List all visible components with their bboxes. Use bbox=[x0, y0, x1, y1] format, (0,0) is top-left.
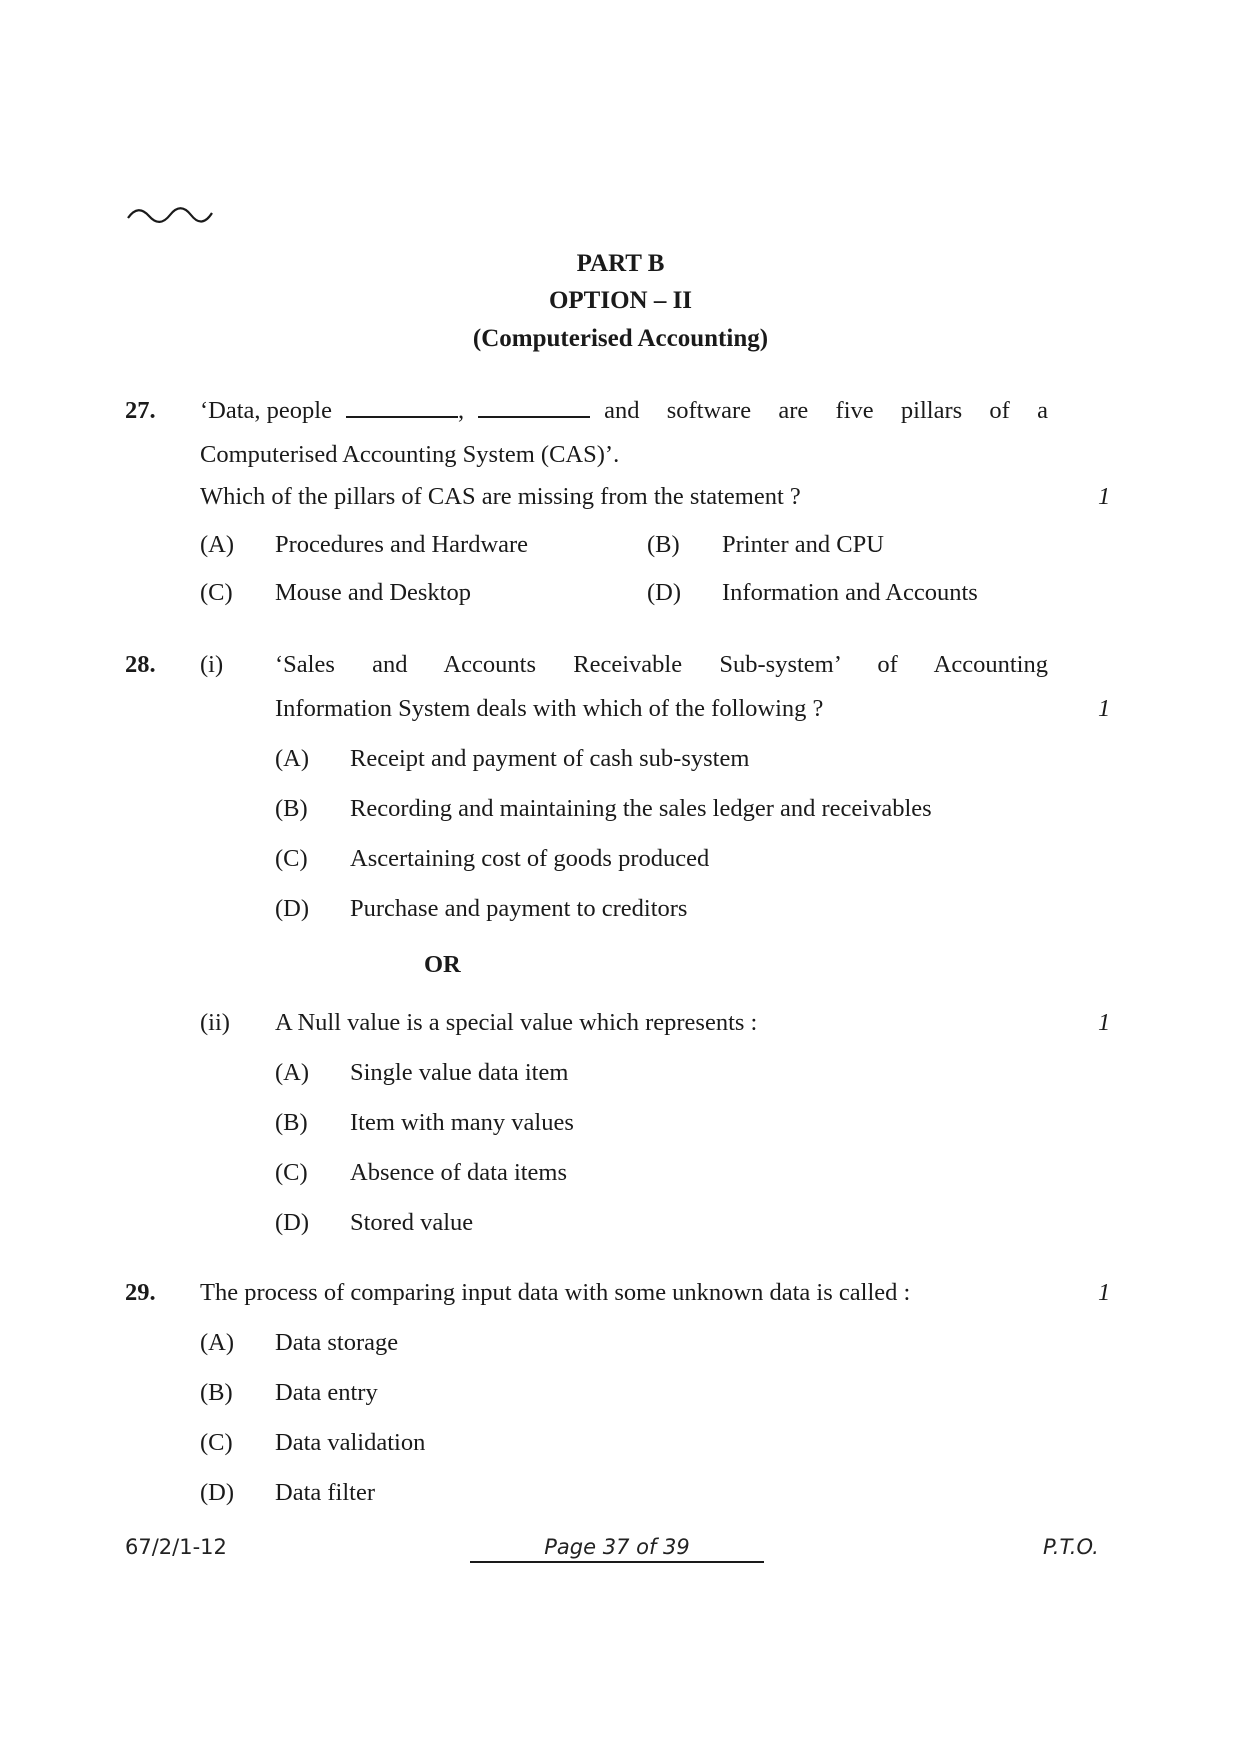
q27-option-d-text: Information and Accounts bbox=[722, 579, 978, 606]
q27-option-c-label: (C) bbox=[200, 579, 233, 606]
q28-ii-line1: A Null value is a special value which represents : bbox=[275, 1009, 758, 1036]
q28-ii-option-a-label: (A) bbox=[275, 1059, 310, 1086]
q28-i-line1: ‘Sales and Accounts Receivable Sub-system’ of Accounting bbox=[275, 651, 1048, 678]
q28-i-line2: Information System deals with which of the following ? bbox=[275, 695, 824, 722]
blank-1 bbox=[346, 396, 458, 418]
q27-marks: 1 bbox=[1098, 483, 1111, 510]
q29-option-a-label: (A) bbox=[200, 1329, 235, 1356]
q27-comma: , bbox=[457, 397, 465, 424]
q27-option-c-text: Mouse and Desktop bbox=[275, 579, 471, 606]
q27-option-a-text: Procedures and Hardware bbox=[275, 531, 529, 558]
q27-option-b-label: (B) bbox=[647, 531, 680, 558]
q28-ii-option-b-label: (B) bbox=[275, 1109, 308, 1136]
q27-option-a-label: (A) bbox=[200, 531, 235, 558]
q28-ii-label: (ii) bbox=[200, 1009, 230, 1036]
q29-option-d-label: (D) bbox=[200, 1479, 235, 1506]
q28-i-option-b-label: (B) bbox=[275, 795, 308, 822]
q28-ii-option-d-label: (D) bbox=[275, 1209, 310, 1236]
q29-option-c-text: Data validation bbox=[275, 1429, 426, 1456]
q27-line1-start: ‘Data, people bbox=[200, 397, 332, 424]
or-separator: OR bbox=[424, 951, 461, 978]
q28-ii-option-b-text: Item with many values bbox=[350, 1109, 574, 1136]
option-heading: OPTION – II bbox=[548, 287, 693, 314]
q29-option-c-label: (C) bbox=[200, 1429, 233, 1456]
q28-i-option-a-label: (A) bbox=[275, 745, 310, 772]
q29-marks: 1 bbox=[1098, 1279, 1111, 1306]
q28-ii-marks: 1 bbox=[1098, 1009, 1111, 1036]
wave-ornament-icon bbox=[125, 204, 215, 226]
page-number: Page 37 of 39 bbox=[470, 1535, 764, 1563]
blank-2 bbox=[478, 396, 590, 418]
q28-i-option-d-label: (D) bbox=[275, 895, 310, 922]
q28-i-label: (i) bbox=[200, 651, 224, 678]
q28-i-option-a-text: Receipt and payment of cash sub-system bbox=[350, 745, 750, 772]
q29-text: The process of comparing input data with some unknown data is called : bbox=[200, 1279, 911, 1306]
part-heading: PART B bbox=[576, 250, 665, 277]
q28-i-option-c-text: Ascertaining cost of goods produced bbox=[350, 845, 710, 872]
q27-line2: Computerised Accounting System (CAS)’. bbox=[200, 441, 620, 468]
q28-ii-option-d-text: Stored value bbox=[350, 1209, 474, 1236]
q28-ii-option-c-text: Absence of data items bbox=[350, 1159, 568, 1186]
question-number-29: 29. bbox=[125, 1279, 156, 1306]
q28-i-marks: 1 bbox=[1098, 695, 1111, 722]
q27-line1 bbox=[200, 396, 1048, 426]
q27-line1-end: and software are five pillars of a bbox=[604, 397, 1048, 424]
subject-heading: (Computerised Accounting) bbox=[472, 325, 769, 352]
q27-line3: Which of the pillars of CAS are missing from the statement ? bbox=[200, 483, 801, 510]
q27-option-b-text: Printer and CPU bbox=[722, 531, 884, 558]
q27-option-d-label: (D) bbox=[647, 579, 682, 606]
pto-label: P.T.O. bbox=[1043, 1535, 1099, 1559]
q29-option-a-text: Data storage bbox=[275, 1329, 399, 1356]
q28-ii-option-c-label: (C) bbox=[275, 1159, 308, 1186]
question-number-27: 27. bbox=[125, 397, 156, 424]
paper-code: 67/2/1-12 bbox=[125, 1535, 227, 1559]
q28-i-option-b-text: Recording and maintaining the sales ledger and receivables bbox=[350, 795, 932, 822]
q28-i-option-d-text: Purchase and payment to creditors bbox=[350, 895, 688, 922]
q29-option-d-text: Data filter bbox=[275, 1479, 375, 1506]
q28-i-option-c-label: (C) bbox=[275, 845, 308, 872]
q29-option-b-label: (B) bbox=[200, 1379, 233, 1406]
question-number-28: 28. bbox=[125, 651, 156, 678]
q29-option-b-text: Data entry bbox=[275, 1379, 378, 1406]
q28-ii-option-a-text: Single value data item bbox=[350, 1059, 569, 1086]
